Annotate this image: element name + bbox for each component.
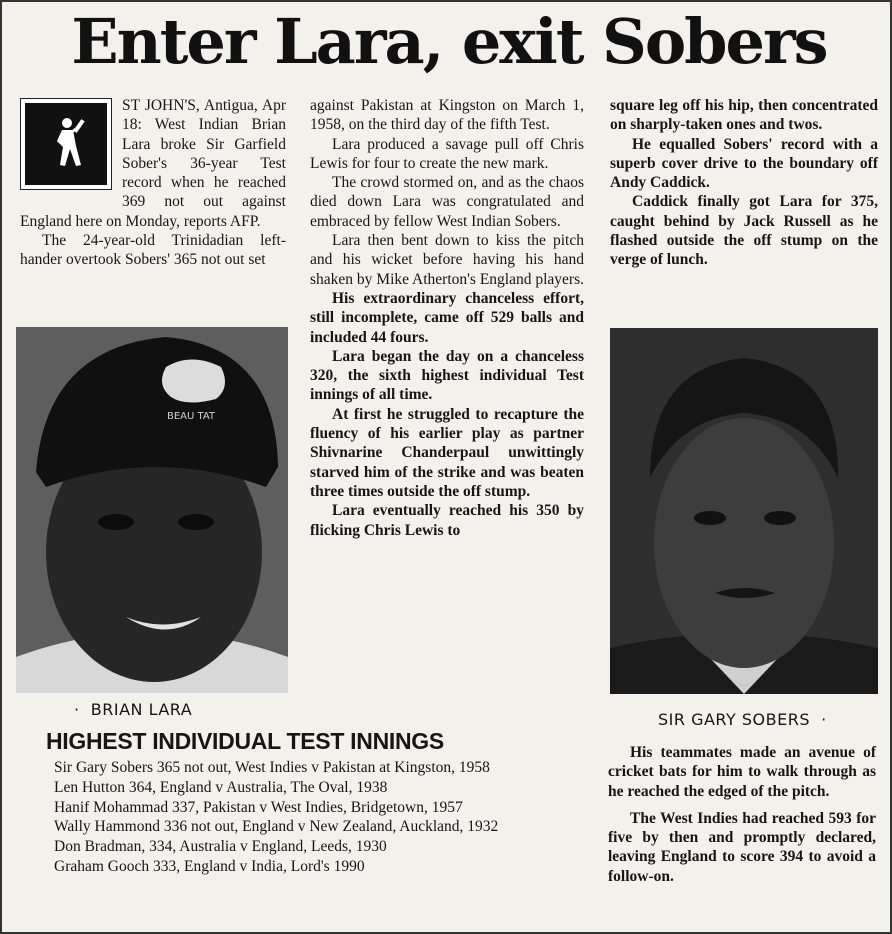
article-paragraph: Lara eventually reached his 350 by flicking Chris Lewis to (310, 502, 584, 539)
article-paragraph: Caddick finally got Lara for 375, caught behind by Jack Russell as he flashed outside the off stump on the verge of lunch. (610, 193, 878, 269)
article-paragraph: The West Indies had reached 593 for five by then and promptly declared, leaving England to score 394 to avoid a follow-on. (608, 809, 876, 885)
list-item: Wally Hammond 336 not out, England v New Zealand, Auckland, 1932 (54, 818, 499, 836)
innings-list (32, 758, 562, 877)
cap-badge-text: BEAU TAT (166, 411, 216, 422)
gary-sobers-photo (610, 328, 878, 694)
caption-gary-sobers (658, 710, 827, 729)
caption-text: SIR GARY SOBERS (658, 710, 810, 729)
article-paragraph: ST JOHN'S, Antigua, Apr 18: West Indian Brian Lara broke Sir Garfield Sober's 36-year Test record when he reached 369 not out against England here on Monday, reports AFP. (20, 97, 286, 230)
article-paragraph: The crowd stormed on, and as the chaos died down Lara was congratulated and embraced by fellow West Indian Sobers. (310, 174, 584, 230)
article-column-2 (310, 96, 584, 540)
article-paragraph: The 24-year-old Trinidadian left-hander overtook Sobers' 365 not out set (20, 232, 286, 269)
article-paragraph: against Pakistan at Kingston on March 1, 1958, on the third day of the fifth Test. (310, 97, 584, 134)
article-paragraph: Lara then bent down to kiss the pitch and his wicket before having his hand shaken by Mike Atherton's England players. (310, 232, 584, 288)
article-paragraph: Lara produced a savage pull off Chris Lewis for four to create the new mark. (310, 135, 584, 172)
caption-brian-lara (74, 700, 192, 719)
innings-list-title: HIGHEST INDIVIDUAL TEST INNINGS (46, 728, 444, 754)
article-column-3-bottom (608, 743, 876, 886)
caption-bullet: · (809, 710, 827, 729)
brian-lara-photo (16, 327, 288, 693)
article-paragraph: He equalled Sobers' record with a superb cover drive to the boundary off Andy Caddick. (610, 135, 878, 192)
article-column-3-top (610, 96, 878, 270)
list-item: Graham Gooch 333, England v India, Lord's 1990 (54, 857, 365, 875)
headline: Enter Lara, exit Sobers (71, 5, 827, 78)
list-item: Sir Gary Sobers 365 not out, West Indies v Pakistan at Kingston, 1958 (54, 759, 490, 776)
list-item: Len Hutton 364, England v Australia, The Oval, 1938 (54, 778, 388, 796)
article-paragraph: His extraordinary chanceless effort, still incomplete, came off 529 balls and included 44 fours. (310, 289, 584, 346)
list-item: Don Bradman, 334, Australia v England, Leeds, 1930 (54, 838, 387, 856)
caption-text: BRIAN LARA (90, 700, 193, 719)
article-paragraph: At first he struggled to recapture the fluency of his earlier play as partner Shivnarine Chanderpaul unwittingly starved him of the strike and was beaten three times outside the off stump. (310, 405, 584, 500)
list-item: Hanif Mohammad 337, Pakistan v West Indies, Bridgetown, 1957 (54, 798, 463, 816)
article-paragraph: square leg off his hip, then concentrated on sharply-taken ones and twos. (610, 97, 878, 134)
cricket-batsman-icon (20, 98, 112, 190)
article-paragraph: His teammates made an avenue of cricket bats for him to walk through as he reached the edged of the pitch. (608, 744, 876, 800)
caption-bullet: · (74, 700, 91, 719)
article-column-1 (20, 96, 286, 270)
article-paragraph: Lara began the day on a chanceless 320, the sixth highest individual Test innings of all time. (310, 347, 584, 404)
